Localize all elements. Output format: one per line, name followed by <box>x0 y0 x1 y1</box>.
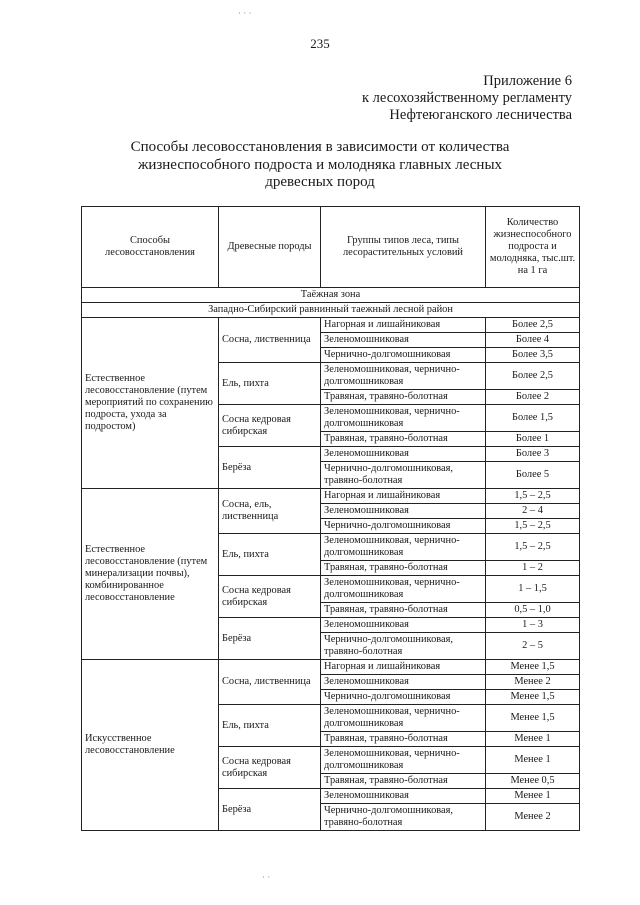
quantity-cell: Менее 2 <box>486 675 580 690</box>
header-forest-types: Группы типов леса, типы лесорастительных условий <box>321 207 486 288</box>
species-cell: Сосна кедровая сибирская <box>219 576 321 618</box>
appendix-header <box>362 73 572 124</box>
title-line-1: Способы лесовосстановления в зависимости от количества <box>130 139 510 155</box>
species-cell: Берёза <box>219 789 321 831</box>
table-body <box>82 288 580 831</box>
quantity-cell: 1 – 3 <box>486 618 580 633</box>
forest-type-cell: Зеленомошниковая <box>321 447 486 462</box>
forest-type-cell: Зеленомошниковая <box>321 789 486 804</box>
zone-cell: Таёжная зона <box>82 288 580 303</box>
species-cell: Сосна, ель, лиственница <box>219 489 321 534</box>
quantity-cell: Менее 1 <box>486 789 580 804</box>
appendix-line-1: Приложение 6 <box>483 73 572 89</box>
forest-type-cell: Зеленомошниковая, чернично-долгомошниковая <box>321 363 486 390</box>
document-title <box>110 139 530 192</box>
zone-row <box>82 288 580 303</box>
quantity-cell: Более 1,5 <box>486 405 580 432</box>
forest-type-cell: Травяная, травяно-болотная <box>321 603 486 618</box>
quantity-cell: 1 – 1,5 <box>486 576 580 603</box>
quantity-cell: Более 4 <box>486 333 580 348</box>
quantity-cell: 1,5 – 2,5 <box>486 519 580 534</box>
method-cell: Естественное лесовосстановление (путем минерализации почвы), комбинированное лесовосстановление <box>82 489 219 660</box>
forest-type-cell: Чернично-долгомошниковая <box>321 690 486 705</box>
quantity-cell: Менее 0,5 <box>486 774 580 789</box>
forest-type-cell: Травяная, травяно-болотная <box>321 561 486 576</box>
quantity-cell: Менее 1,5 <box>486 690 580 705</box>
quantity-cell: Более 3,5 <box>486 348 580 363</box>
appendix-line-3: Нефтеюганского лесничества <box>389 107 572 123</box>
forest-type-cell: Зеленомошниковая, чернично-долгомошниковая <box>321 576 486 603</box>
forest-type-cell: Зеленомошниковая, чернично-долгомошниковая <box>321 405 486 432</box>
species-cell: Ель, пихта <box>219 363 321 405</box>
forest-type-cell: Зеленомошниковая, чернично-долгомошниковая <box>321 705 486 732</box>
scan-speck: · · <box>262 872 271 882</box>
reforestation-table <box>81 206 580 831</box>
quantity-cell: Менее 1,5 <box>486 660 580 675</box>
table-header-row <box>82 207 580 288</box>
table-row <box>82 660 580 675</box>
method-cell: Искусственное лесовосстановление <box>82 660 219 831</box>
forest-type-cell: Нагорная и лишайниковая <box>321 489 486 504</box>
quantity-cell: Менее 2 <box>486 804 580 831</box>
header-species: Древесные породы <box>219 207 321 288</box>
table-row <box>82 489 580 504</box>
forest-type-cell: Травяная, травяно-болотная <box>321 390 486 405</box>
quantity-cell: Более 2,5 <box>486 363 580 390</box>
forest-type-cell: Травяная, травяно-болотная <box>321 774 486 789</box>
forest-type-cell: Зеленомошниковая, чернично-долгомошниковая <box>321 747 486 774</box>
quantity-cell: 2 – 5 <box>486 633 580 660</box>
quantity-cell: 1 – 2 <box>486 561 580 576</box>
species-cell: Сосна, лиственница <box>219 660 321 705</box>
species-cell: Сосна, лиственница <box>219 318 321 363</box>
species-cell: Берёза <box>219 618 321 660</box>
species-cell: Ель, пихта <box>219 534 321 576</box>
forest-type-cell: Зеленомошниковая <box>321 675 486 690</box>
title-line-3: древесных пород <box>265 174 375 190</box>
appendix-line-2: к лесохозяйственному регламенту <box>362 90 572 106</box>
forest-type-cell: Зеленомошниковая, чернично-долгомошниковая <box>321 534 486 561</box>
forest-type-cell: Чернично-долгомошниковая, травяно-болотная <box>321 804 486 831</box>
quantity-cell: Более 1 <box>486 432 580 447</box>
quantity-cell: Более 2,5 <box>486 318 580 333</box>
quantity-cell: Менее 1 <box>486 732 580 747</box>
forest-type-cell: Чернично-долгомошниковая <box>321 519 486 534</box>
method-cell: Естественное лесовосстановление (путем мероприятий по сохранению подроста, ухода за подростом) <box>82 318 219 489</box>
header-quantity: Количество жизнеспособного подроста и молодняка, тыс.шт. на 1 га <box>486 207 580 288</box>
region-row <box>82 303 580 318</box>
forest-type-cell: Чернично-долгомошниковая, травяно-болотная <box>321 462 486 489</box>
forest-type-cell: Травяная, травяно-болотная <box>321 732 486 747</box>
header-methods: Способы лесовосстановления <box>82 207 219 288</box>
species-cell: Берёза <box>219 447 321 489</box>
species-cell: Ель, пихта <box>219 705 321 747</box>
forest-type-cell: Чернично-долгомошниковая, травяно-болотная <box>321 633 486 660</box>
page-number: 235 <box>310 36 330 51</box>
forest-type-cell: Чернично-долгомошниковая <box>321 348 486 363</box>
forest-type-cell: Зеленомошниковая <box>321 504 486 519</box>
quantity-cell: 2 – 4 <box>486 504 580 519</box>
table-row <box>82 318 580 333</box>
quantity-cell: 1,5 – 2,5 <box>486 534 580 561</box>
quantity-cell: 1,5 – 2,5 <box>486 489 580 504</box>
quantity-cell: Более 2 <box>486 390 580 405</box>
quantity-cell: Менее 1 <box>486 747 580 774</box>
species-cell: Сосна кедровая сибирская <box>219 405 321 447</box>
forest-type-cell: Травяная, травяно-болотная <box>321 432 486 447</box>
title-line-2: жизнеспособного подроста и молодняка главных лесных <box>137 156 503 173</box>
quantity-cell: Более 3 <box>486 447 580 462</box>
forest-type-cell: Зеленомошниковая <box>321 333 486 348</box>
forest-type-cell: Зеленомошниковая <box>321 618 486 633</box>
scan-speck: · · · <box>238 8 252 18</box>
quantity-cell: Более 5 <box>486 462 580 489</box>
region-cell: Западно-Сибирский равнинный таежный лесной район <box>82 303 580 318</box>
quantity-cell: Менее 1,5 <box>486 705 580 732</box>
forest-type-cell: Нагорная и лишайниковая <box>321 318 486 333</box>
quantity-cell: 0,5 – 1,0 <box>486 603 580 618</box>
forest-type-cell: Нагорная и лишайниковая <box>321 660 486 675</box>
species-cell: Сосна кедровая сибирская <box>219 747 321 789</box>
